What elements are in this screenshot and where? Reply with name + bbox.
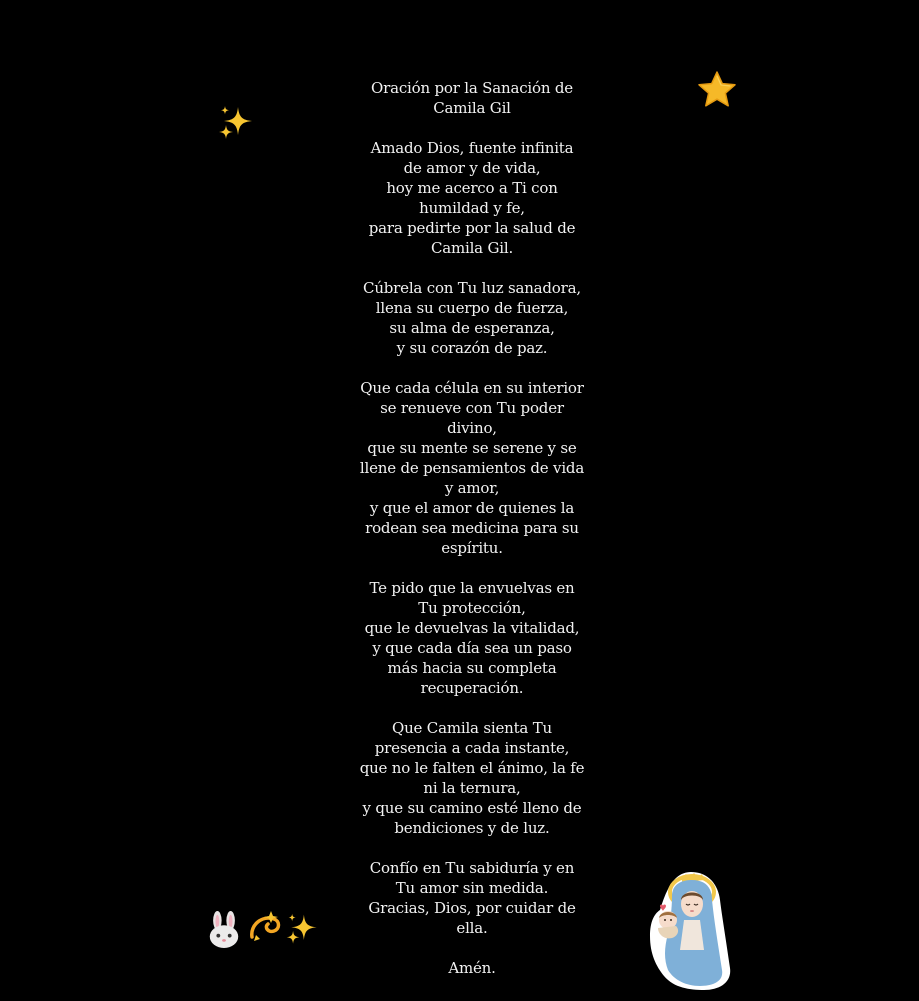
prayer-line: Confío en Tu sabiduría y en	[369, 859, 575, 877]
prayer-line: y que el amor de quienes la	[369, 499, 575, 517]
prayer-line: espíritu.	[441, 539, 503, 557]
prayer-line: Te pido que la envuelvas en	[369, 579, 575, 597]
virgin-mary-sticker	[646, 870, 736, 992]
prayer-line: Que Camila sienta Tu	[392, 719, 552, 737]
prayer-line: humildad y fe,	[419, 199, 525, 217]
prayer-stanza	[330, 578, 614, 698]
prayer-line: se renueve con Tu poder	[380, 399, 564, 417]
rabbit-face-icon	[206, 911, 242, 949]
emoji-cluster	[206, 907, 322, 953]
prayer-line: rodean sea medicina para su	[365, 519, 579, 537]
prayer-line: Tu amor sin medida.	[395, 879, 549, 897]
prayer-line: Que cada célula en su interior	[360, 379, 584, 397]
prayer-line: hoy me acerco a Ti con	[386, 179, 558, 197]
prayer-line: y que cada día sea un paso	[372, 639, 572, 657]
prayer-stanza	[330, 138, 614, 258]
prayer-line: divino,	[447, 419, 497, 437]
prayer-line: llena su cuerpo de fuerza,	[375, 299, 569, 317]
prayer-line: Cúbrela con Tu luz sanadora,	[363, 279, 581, 297]
prayer-line: Amado Dios, fuente infinita	[370, 139, 574, 157]
prayer-stanza	[330, 378, 614, 558]
prayer-line: Gracias, Dios, por cuidar de	[368, 899, 576, 917]
prayer-line: y que su camino esté lleno de	[362, 799, 582, 817]
prayer-line: recuperación.	[420, 679, 524, 697]
prayer-line: que su mente se serene y se	[367, 439, 577, 457]
prayer-title	[330, 78, 614, 118]
prayer-closing	[330, 958, 614, 978]
prayer-line: bendiciones y de luz.	[394, 819, 550, 837]
prayer-line: que le devuelvas la vitalidad,	[364, 619, 580, 637]
prayer-line: y amor,	[444, 479, 500, 497]
prayer-text	[330, 78, 614, 998]
dizzy-icon	[244, 907, 284, 947]
prayer-line: presencia a cada instante,	[374, 739, 570, 757]
prayer-line: ni la ternura,	[423, 779, 521, 797]
prayer-line: Amén.	[448, 959, 496, 977]
prayer-line: para pedirte por la salud de	[368, 219, 576, 237]
prayer-line: su alma de esperanza,	[389, 319, 555, 337]
sparkles-icon	[216, 103, 258, 145]
prayer-line: y su corazón de paz.	[396, 339, 548, 357]
star-icon	[697, 70, 737, 110]
prayer-line: Tu protección,	[418, 599, 526, 617]
prayer-stanza	[330, 718, 614, 838]
prayer-stanza	[330, 858, 614, 938]
prayer-line: que no le falten el ánimo, la fe	[359, 759, 585, 777]
prayer-line: Camila Gil.	[430, 239, 514, 257]
prayer-line: Camila Gil	[433, 99, 511, 117]
prayer-line: de amor y de vida,	[403, 159, 541, 177]
prayer-line: llene de pensamientos de vida	[359, 459, 585, 477]
prayer-line: más hacia su completa	[387, 659, 557, 677]
sparkles-icon	[284, 911, 322, 949]
prayer-stanza	[330, 278, 614, 358]
prayer-line: Oración por la Sanación de	[371, 79, 573, 97]
prayer-line: ella.	[456, 919, 488, 937]
